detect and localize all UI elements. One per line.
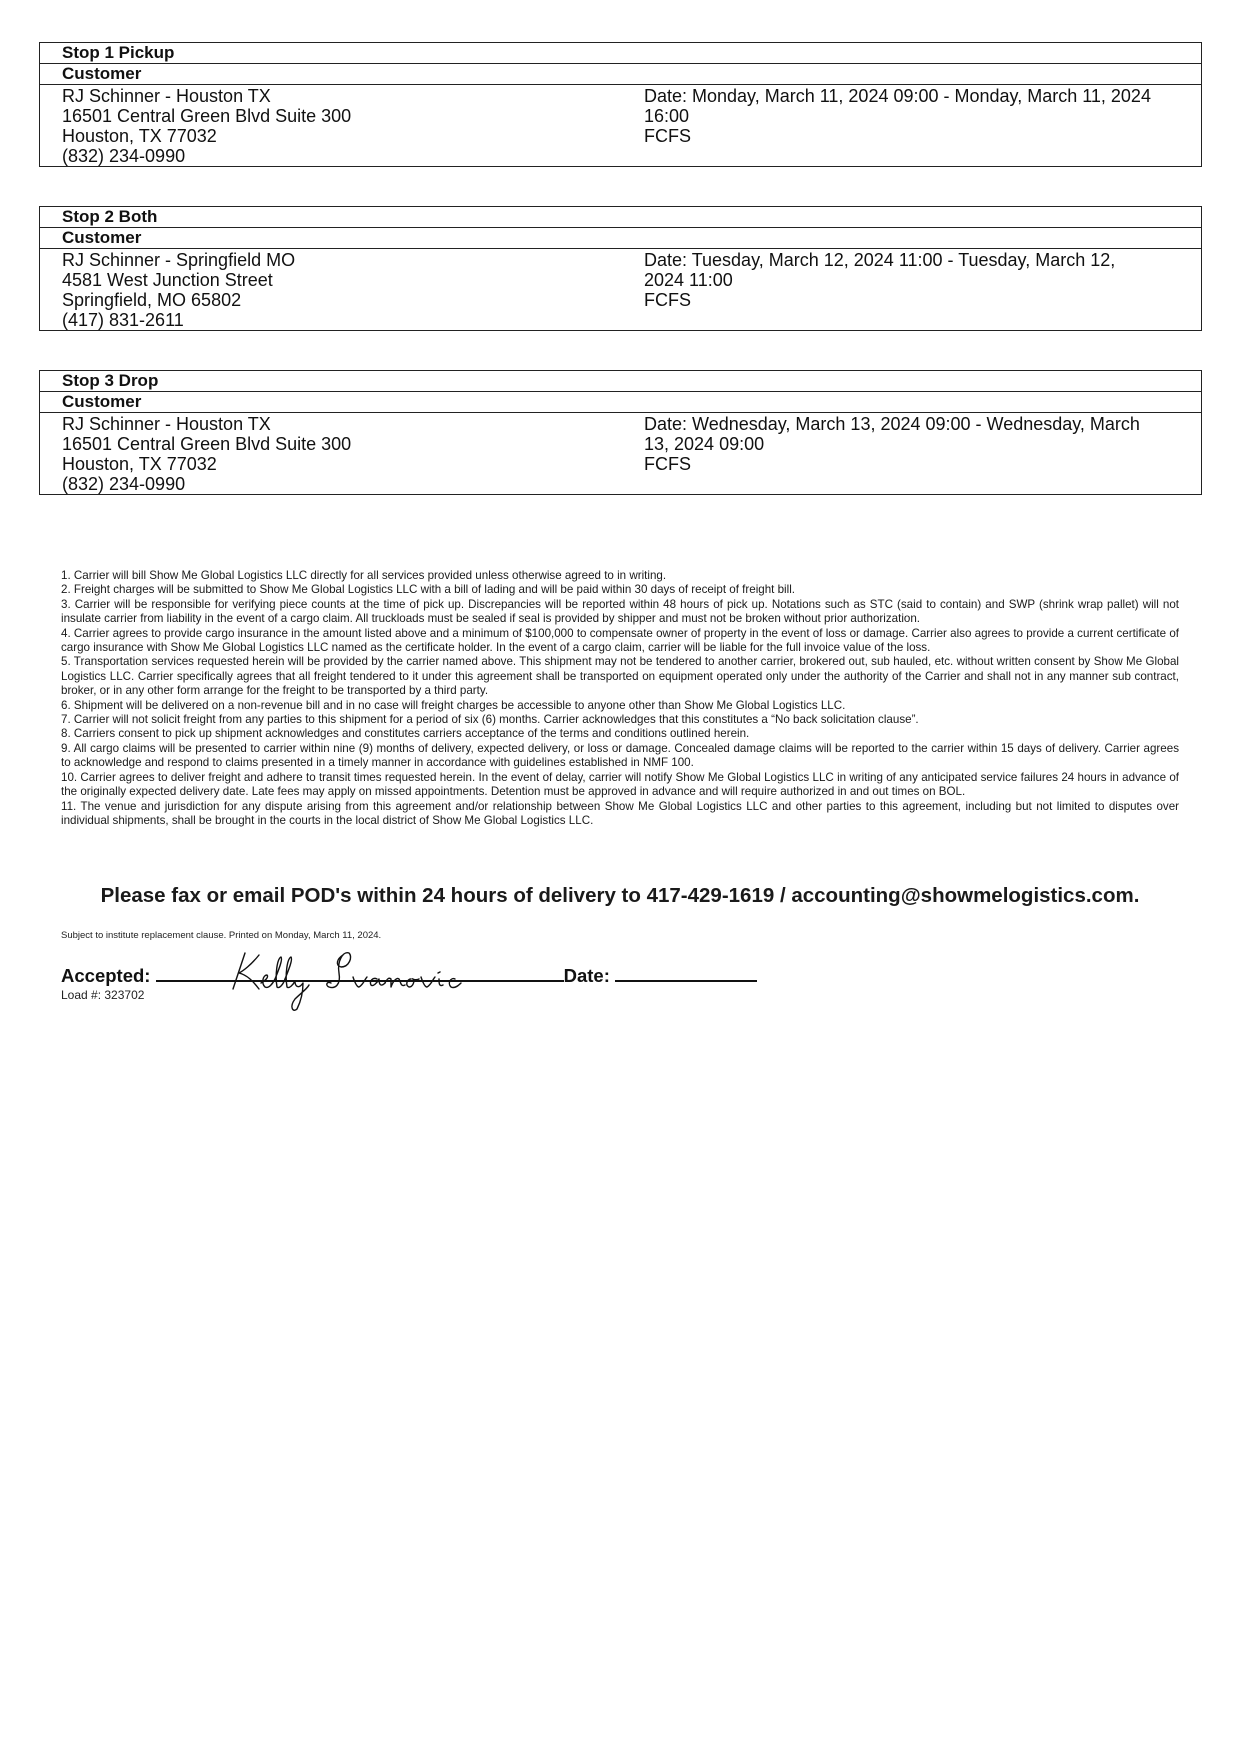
stop-dates [644, 250, 1189, 310]
stop-title: Stop 3 Drop [40, 371, 1201, 392]
stop-title: Stop 1 Pickup [40, 43, 1201, 64]
customer-name: RJ Schinner - Houston TX [62, 414, 271, 434]
stop-body [40, 249, 1201, 330]
stop-address [62, 86, 602, 166]
stop-2-box [39, 206, 1202, 331]
schedule-type: FCFS [644, 454, 691, 474]
date-range-line1: Date: Monday, March 11, 2024 09:00 - Monday, March 11, 2024 [644, 86, 1151, 106]
pod-notice: Please fax or email POD's within 24 hours of delivery to 417-429-1619 / accounting@showmelogistics.com. [100, 884, 1140, 907]
stop-subtitle: Customer [40, 228, 1201, 249]
term-item: 9. All cargo claims will be presented to carrier within nine (9) months of delivery, expected delivery, or loss or damage. Concealed damage claims will be reported to the carrier within 15 days of delivery. Carrier agrees to acknowledge and respond to claims presented in a timely manner in accordance with guidelines established in NMF 100. [61, 741, 1179, 770]
term-item: 8. Carriers consent to pick up shipment acknowledges and constitutes carriers acceptance of the terms and conditions outlined herein. [61, 727, 750, 741]
street-address: 16501 Central Green Blvd Suite 300 [62, 106, 352, 126]
street-address: 16501 Central Green Blvd Suite 300 [62, 434, 352, 454]
schedule-type: FCFS [644, 126, 691, 146]
subject-note: Subject to institute replacement clause. Printed on Monday, March 11, 2024. [61, 930, 382, 941]
accepted-label: Accepted: [61, 965, 151, 986]
term-item: 6. Shipment will be delivered on a non-revenue bill and in no case will freight charges be accessible to anyone other than Show Me Global Logistics LLC. [61, 698, 846, 712]
stop-title: Stop 2 Both [40, 207, 1201, 228]
phone-number: (832) 234-0990 [62, 146, 186, 166]
stop-address [62, 250, 602, 330]
date-range-line1: Date: Tuesday, March 12, 2024 11:00 - Tuesday, March 12, [644, 250, 1116, 270]
stop-body [40, 85, 1201, 166]
customer-name: RJ Schinner - Houston TX [62, 86, 271, 106]
street-address: 4581 West Junction Street [62, 270, 273, 290]
phone-number: (417) 831-2611 [62, 310, 184, 330]
stop-address [62, 414, 602, 494]
stop-1-box [39, 42, 1202, 167]
date-range-line2: 16:00 [644, 106, 690, 126]
terms-and-conditions [61, 569, 1179, 828]
load-number: Load #: 323702 [61, 988, 145, 1002]
date-range-line2: 13, 2024 09:00 [644, 434, 765, 454]
city-state-zip: Houston, TX 77032 [62, 126, 217, 146]
stop-subtitle: Customer [40, 64, 1201, 85]
customer-name: RJ Schinner - Springfield MO [62, 250, 296, 270]
term-item: 11. The venue and jurisdiction for any dispute arising from this agreement and/or relationship between Show Me Global Logistics LLC and other parties to this agreement, including but not limited to disputes over individual shipments, shall be brought in the courts in the local district of Show Me Global Logistics LLC. [61, 799, 1179, 827]
term-item: 1. Carrier will bill Show Me Global Logistics LLC directly for all services provided unless otherwise agreed to in writing. [61, 569, 667, 582]
stop-body [40, 413, 1201, 494]
term-item: 5. Transportation services requested herein will be provided by the carrier named above. This shipment may not be tendered to another carrier, brokered out, sub hauled, etc. without written consent by Show Me Global Logistics LLC. Carrier specifically agrees that all freight tendered to it under this agreement shall be transported on equipment operated only under the authority of the Carrier and shall not in any manner sub contract, broker, or in any other form arrange for the freight to be transported by a third party. [61, 655, 1179, 698]
term-item: 3. Carrier will be responsible for verifying piece counts at the time of pick up. Discrepancies will be reported within 48 hours of pick up. Notations such as STC (said to contain) and SWP (shrink wrap pallet) will not insulate carrier from liability in the event of a cargo claim. All truckloads must be sealed if seal is provided by shipper and must not be broken without prior authorization. [61, 597, 1179, 626]
signature-image [225, 945, 505, 1015]
phone-number: (832) 234-0990 [62, 474, 186, 494]
stop-3-box [39, 370, 1202, 495]
stop-dates [644, 86, 1189, 146]
city-state-zip: Houston, TX 77032 [62, 454, 217, 474]
term-item: 7. Carrier will not solicit freight from any parties to this shipment for a period of six (6) months. Carrier acknowledges that this constitutes a “No back solicitation clause”. [61, 713, 919, 727]
stop-dates [644, 414, 1189, 474]
schedule-type: FCFS [644, 290, 691, 310]
date-range-line2: 2024 11:00 [644, 270, 733, 290]
term-item: 2. Freight charges will be submitted to Show Me Global Logistics LLC with a bill of lading and will be paid within 30 days of receipt of freight bill. [61, 583, 796, 597]
term-item: 4. Carrier agrees to provide cargo insurance in the amount listed above and a minimum of $100,000 to compensate owner of property in the event of loss or damage. Carrier also agrees to provide a current certificate of cargo insurance with Show Me Global Logistics LLC named as the certificate holder. In the event of a cargo claim, carrier will be liable for the full invoice value of the loss. [61, 626, 1179, 655]
term-item: 10. Carrier agrees to deliver freight and adhere to transit times requested herein. In the event of delay, carrier will notify Show Me Global Logistics LLC in writing of any anticipated service failures 24 hours in advance of the originally expected delivery date. Late fees may apply on missed appointments. Detention must be approved in advance and will require authorized in and out times on BOL. [61, 770, 1179, 799]
date-range-line1: Date: Wednesday, March 13, 2024 09:00 - Wednesday, March [644, 414, 1140, 434]
date-label: Date: [563, 965, 610, 986]
date-field[interactable] [615, 966, 757, 982]
city-state-zip: Springfield, MO 65802 [62, 290, 242, 310]
stop-subtitle: Customer [40, 392, 1201, 413]
